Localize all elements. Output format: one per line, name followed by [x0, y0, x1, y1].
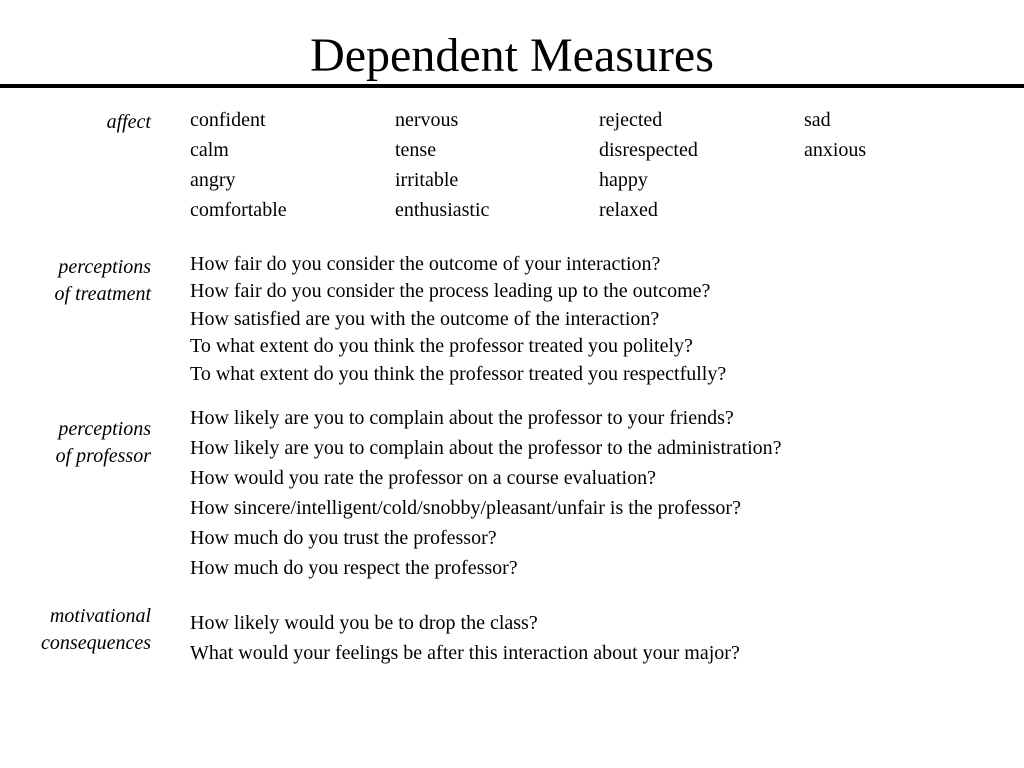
question-item: To what extent do you think the professor treated you politely? — [190, 335, 693, 358]
section-label-treatment — [0, 254, 151, 308]
question-item: How much do you respect the professor? — [190, 557, 518, 579]
label-line: of professor — [55, 445, 151, 467]
affect-word: sad — [804, 109, 831, 131]
question-item: How likely are you to complain about the professor to your friends? — [190, 407, 734, 429]
title-divider — [0, 84, 1024, 88]
affect-word: relaxed — [599, 199, 658, 221]
label-line: affect — [106, 111, 151, 133]
affect-word: rejected — [599, 109, 663, 131]
affect-word: anxious — [804, 139, 867, 161]
motivational-question-list — [190, 608, 740, 668]
question-item: How fair do you consider the process leading up to the outcome? — [190, 280, 711, 303]
affect-word: comfortable — [190, 199, 287, 221]
label-line: perceptions — [58, 418, 151, 440]
section-label-affect — [0, 109, 151, 136]
label-line: motivational — [49, 605, 151, 627]
question-item: How likely would you be to drop the class? — [190, 612, 538, 634]
treatment-question-list — [190, 251, 726, 388]
label-line: of treatment — [54, 283, 151, 305]
affect-word: irritable — [395, 169, 459, 191]
question-item: How fair do you consider the outcome of your interaction? — [190, 253, 661, 275]
affect-word: nervous — [395, 109, 459, 131]
affect-word: confident — [190, 109, 266, 131]
section-label-motivational — [0, 603, 151, 657]
affect-word: happy — [599, 169, 648, 191]
section-label-professor — [0, 416, 151, 470]
question-item: What would your feelings be after this interaction about your major? — [190, 642, 740, 664]
question-item: To what extent do you think the professor treated you respectfully? — [190, 362, 727, 385]
affect-word: tense — [395, 139, 437, 161]
affect-word: disrespected — [599, 139, 698, 161]
affect-word: angry — [190, 169, 236, 191]
question-item: How satisfied are you with the outcome of the interaction? — [190, 307, 660, 330]
affect-word: enthusiastic — [395, 199, 490, 221]
question-item: How likely are you to complain about the professor to the administration? — [190, 437, 782, 459]
professor-question-list — [190, 403, 782, 583]
slide-title: Dependent Measures — [310, 29, 714, 82]
question-item: How sincere/intelligent/cold/snobby/pleasant/unfair is the professor? — [190, 497, 741, 519]
label-line: perceptions — [58, 256, 151, 278]
label-line: consequences — [41, 632, 151, 654]
affect-word: calm — [190, 139, 229, 161]
question-item: How would you rate the professor on a course evaluation? — [190, 467, 656, 489]
question-item: How much do you trust the professor? — [190, 527, 497, 549]
